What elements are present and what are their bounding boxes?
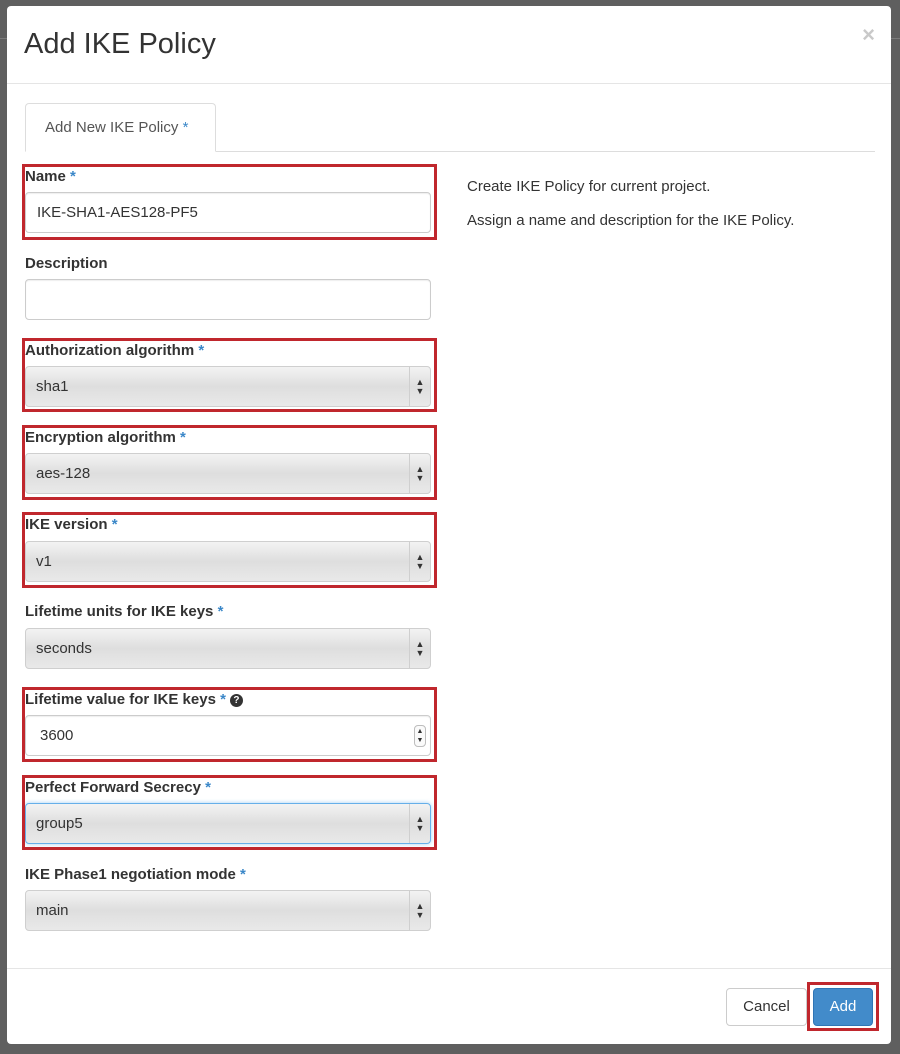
auth-algorithm-label: Authorization algorithm * xyxy=(25,342,205,359)
lifetime-units-select[interactable]: seconds ▲ ▼ xyxy=(25,628,431,669)
select-arrows-icon: ▲ ▼ xyxy=(409,454,430,493)
modal-header xyxy=(7,6,891,84)
select-arrows-icon: ▲ ▼ xyxy=(409,804,430,843)
lifetime-value-input[interactable]: 3600 ▲ ▼ xyxy=(25,715,431,756)
tab-add-new-ike-policy[interactable] xyxy=(25,103,216,152)
add-ike-policy-modal xyxy=(7,6,891,1044)
lifetime-units-label: Lifetime units for IKE keys * xyxy=(25,603,224,620)
select-arrows-icon: ▲ ▼ xyxy=(409,629,430,668)
tab-bar xyxy=(25,103,875,152)
backdrop-line-2 xyxy=(891,38,900,39)
name-label: Name * xyxy=(25,168,76,185)
help-icon[interactable]: ? xyxy=(230,694,243,707)
add-button[interactable]: Add xyxy=(813,988,873,1026)
name-input[interactable]: IKE-SHA1-AES128-PF5 xyxy=(25,192,431,233)
modal-title: Add IKE Policy xyxy=(24,28,216,60)
modal-footer xyxy=(7,968,891,1044)
tab-label: Add New IKE Policy xyxy=(45,119,179,136)
phase1-mode-label: IKE Phase1 negotiation mode * xyxy=(25,866,246,883)
description-label: Description xyxy=(25,255,108,272)
pfs-select[interactable]: group5 ▲ ▼ xyxy=(25,803,431,844)
lifetime-value-label: Lifetime value for IKE keys * ? xyxy=(25,691,243,708)
backdrop-line-1 xyxy=(0,38,7,39)
select-arrows-icon: ▲ ▼ xyxy=(409,542,430,581)
ike-version-label: IKE version * xyxy=(25,516,118,533)
auth-algorithm-select[interactable]: sha1 ▲ ▼ xyxy=(25,366,431,407)
required-mark: * xyxy=(182,119,189,136)
help-text-line1: Create IKE Policy for current project. xyxy=(467,178,711,195)
number-spinner-icon[interactable]: ▲ ▼ xyxy=(414,725,426,747)
encryption-algorithm-select[interactable]: aes-128 ▲ ▼ xyxy=(25,453,431,494)
description-input[interactable] xyxy=(25,279,431,320)
cancel-button[interactable]: Cancel xyxy=(726,988,807,1026)
phase1-mode-select[interactable]: main ▲ ▼ xyxy=(25,890,431,931)
select-arrows-icon: ▲ ▼ xyxy=(409,367,430,406)
select-arrows-icon: ▲ ▼ xyxy=(409,891,430,930)
pfs-label: Perfect Forward Secrecy * xyxy=(25,779,211,796)
close-icon[interactable]: × xyxy=(862,22,875,47)
help-text-line2: Assign a name and description for the IKE Policy. xyxy=(467,212,795,229)
encryption-algorithm-label: Encryption algorithm * xyxy=(25,429,186,446)
ike-version-select[interactable]: v1 ▲ ▼ xyxy=(25,541,431,582)
